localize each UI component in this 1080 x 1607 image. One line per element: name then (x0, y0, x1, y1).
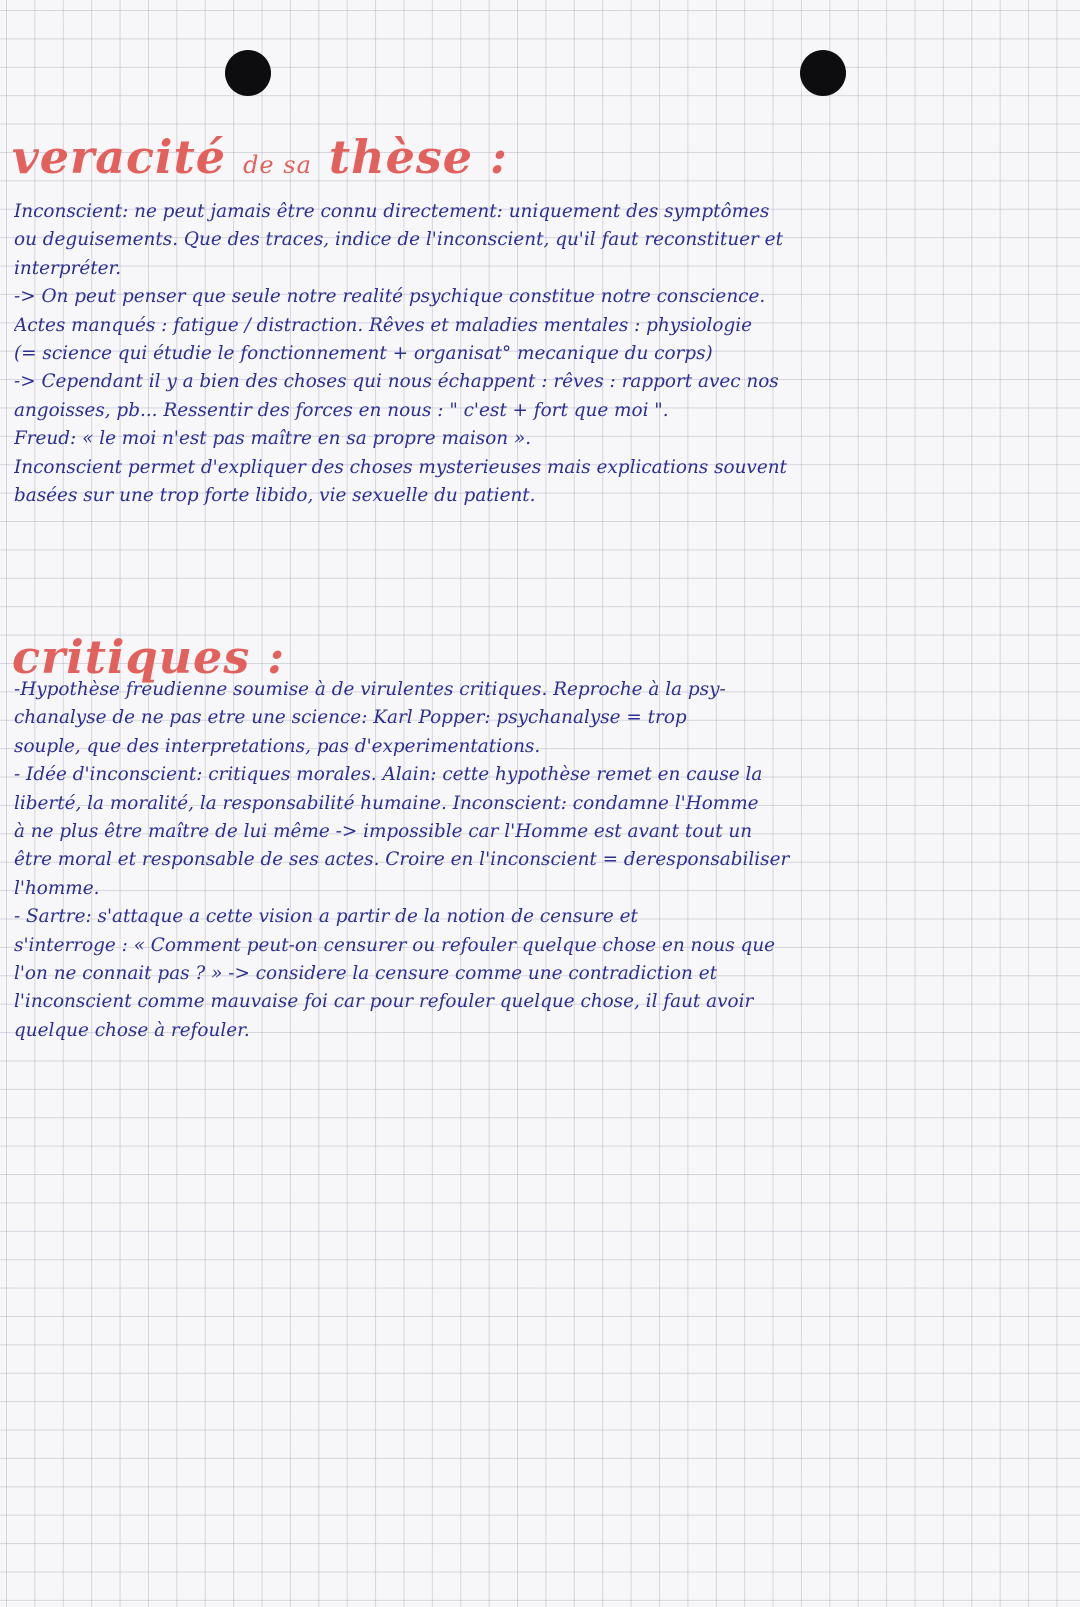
text-line: l'on ne connait pas ? » -> considere la censure comme une contradiction et (14, 962, 717, 984)
text-line: - Idée d'inconscient: critiques morales. Alain: cette hypothèse remet en cause la (14, 764, 763, 786)
punch-hole-right (800, 50, 846, 96)
text-line: Freud: « le moi n'est pas maître en sa propre maison ». (14, 428, 532, 450)
text-line: basées sur une trop forte libido, vie sexuelle du patient. (14, 484, 536, 506)
text-line: -Hypothèse freudienne soumise à de virulentes critiques. Reproche à la psy- (14, 679, 726, 700)
heading-critiques: critiques : (12, 630, 286, 684)
text-line: souple, que des interpretations, pas d'experimentations. (14, 735, 541, 757)
text-line: l'inconscient comme mauvaise foi car pour refouler quelque chose, il faut avoir (14, 991, 754, 1013)
text-line: s'interroge : « Comment peut-on censurer ou refouler quelque chose en nous que (14, 934, 776, 956)
heading-veracite-small: de sa (243, 151, 312, 179)
text-line: être moral et responsable de ses actes. Croire en l'inconscient = deresponsabiliser (14, 849, 790, 871)
section-critiques-text (14, 676, 1072, 1045)
text-line: chanalyse de ne pas etre une science: Karl Popper: psychanalyse = trop (14, 707, 687, 729)
text-line: ou deguisements. Que des traces, indice de l'inconscient, qu'il faut reconstituer et (14, 229, 783, 251)
heading-veracite (12, 130, 508, 184)
heading-veracite-main: veracité (12, 130, 227, 184)
section-veracite-text (14, 198, 1072, 510)
punch-hole-left (225, 50, 271, 96)
text-line: Inconscient: ne peut jamais être connu directement: uniquement des symptômes (14, 201, 770, 222)
text-line: l'homme. (14, 877, 100, 899)
text-line: Inconscient permet d'expliquer des choses mysterieuses mais explications souvent (14, 456, 787, 478)
heading-veracite-end: thèse : (328, 130, 509, 184)
text-line: Actes manqués : fatigue / distraction. Rêves et maladies mentales : physiologie (14, 314, 753, 336)
text-line: -> Cependant il y a bien des choses qui nous échappent : rêves : rapport avec nos (14, 371, 779, 393)
text-line: angoisses, pb... Ressentir des forces en nous : " c'est + fort que moi ". (14, 399, 669, 421)
text-line: (= science qui étudie le fonctionnement + organisat° mecanique du corps) (14, 342, 713, 364)
text-line: liberté, la moralité, la responsabilité humaine. Inconscient: condamne l'Homme (14, 792, 759, 814)
text-line: -> On peut penser que seule notre realité psychique constitue notre conscience. (14, 286, 766, 308)
text-line: - Sartre: s'attaque a cette vision a partir de la notion de censure et (14, 906, 638, 928)
text-line: quelque chose à refouler. (14, 1019, 250, 1041)
text-line: à ne plus être maître de lui même -> impossible car l'Homme est avant tout un (14, 820, 753, 842)
text-line: interpréter. (14, 257, 122, 279)
